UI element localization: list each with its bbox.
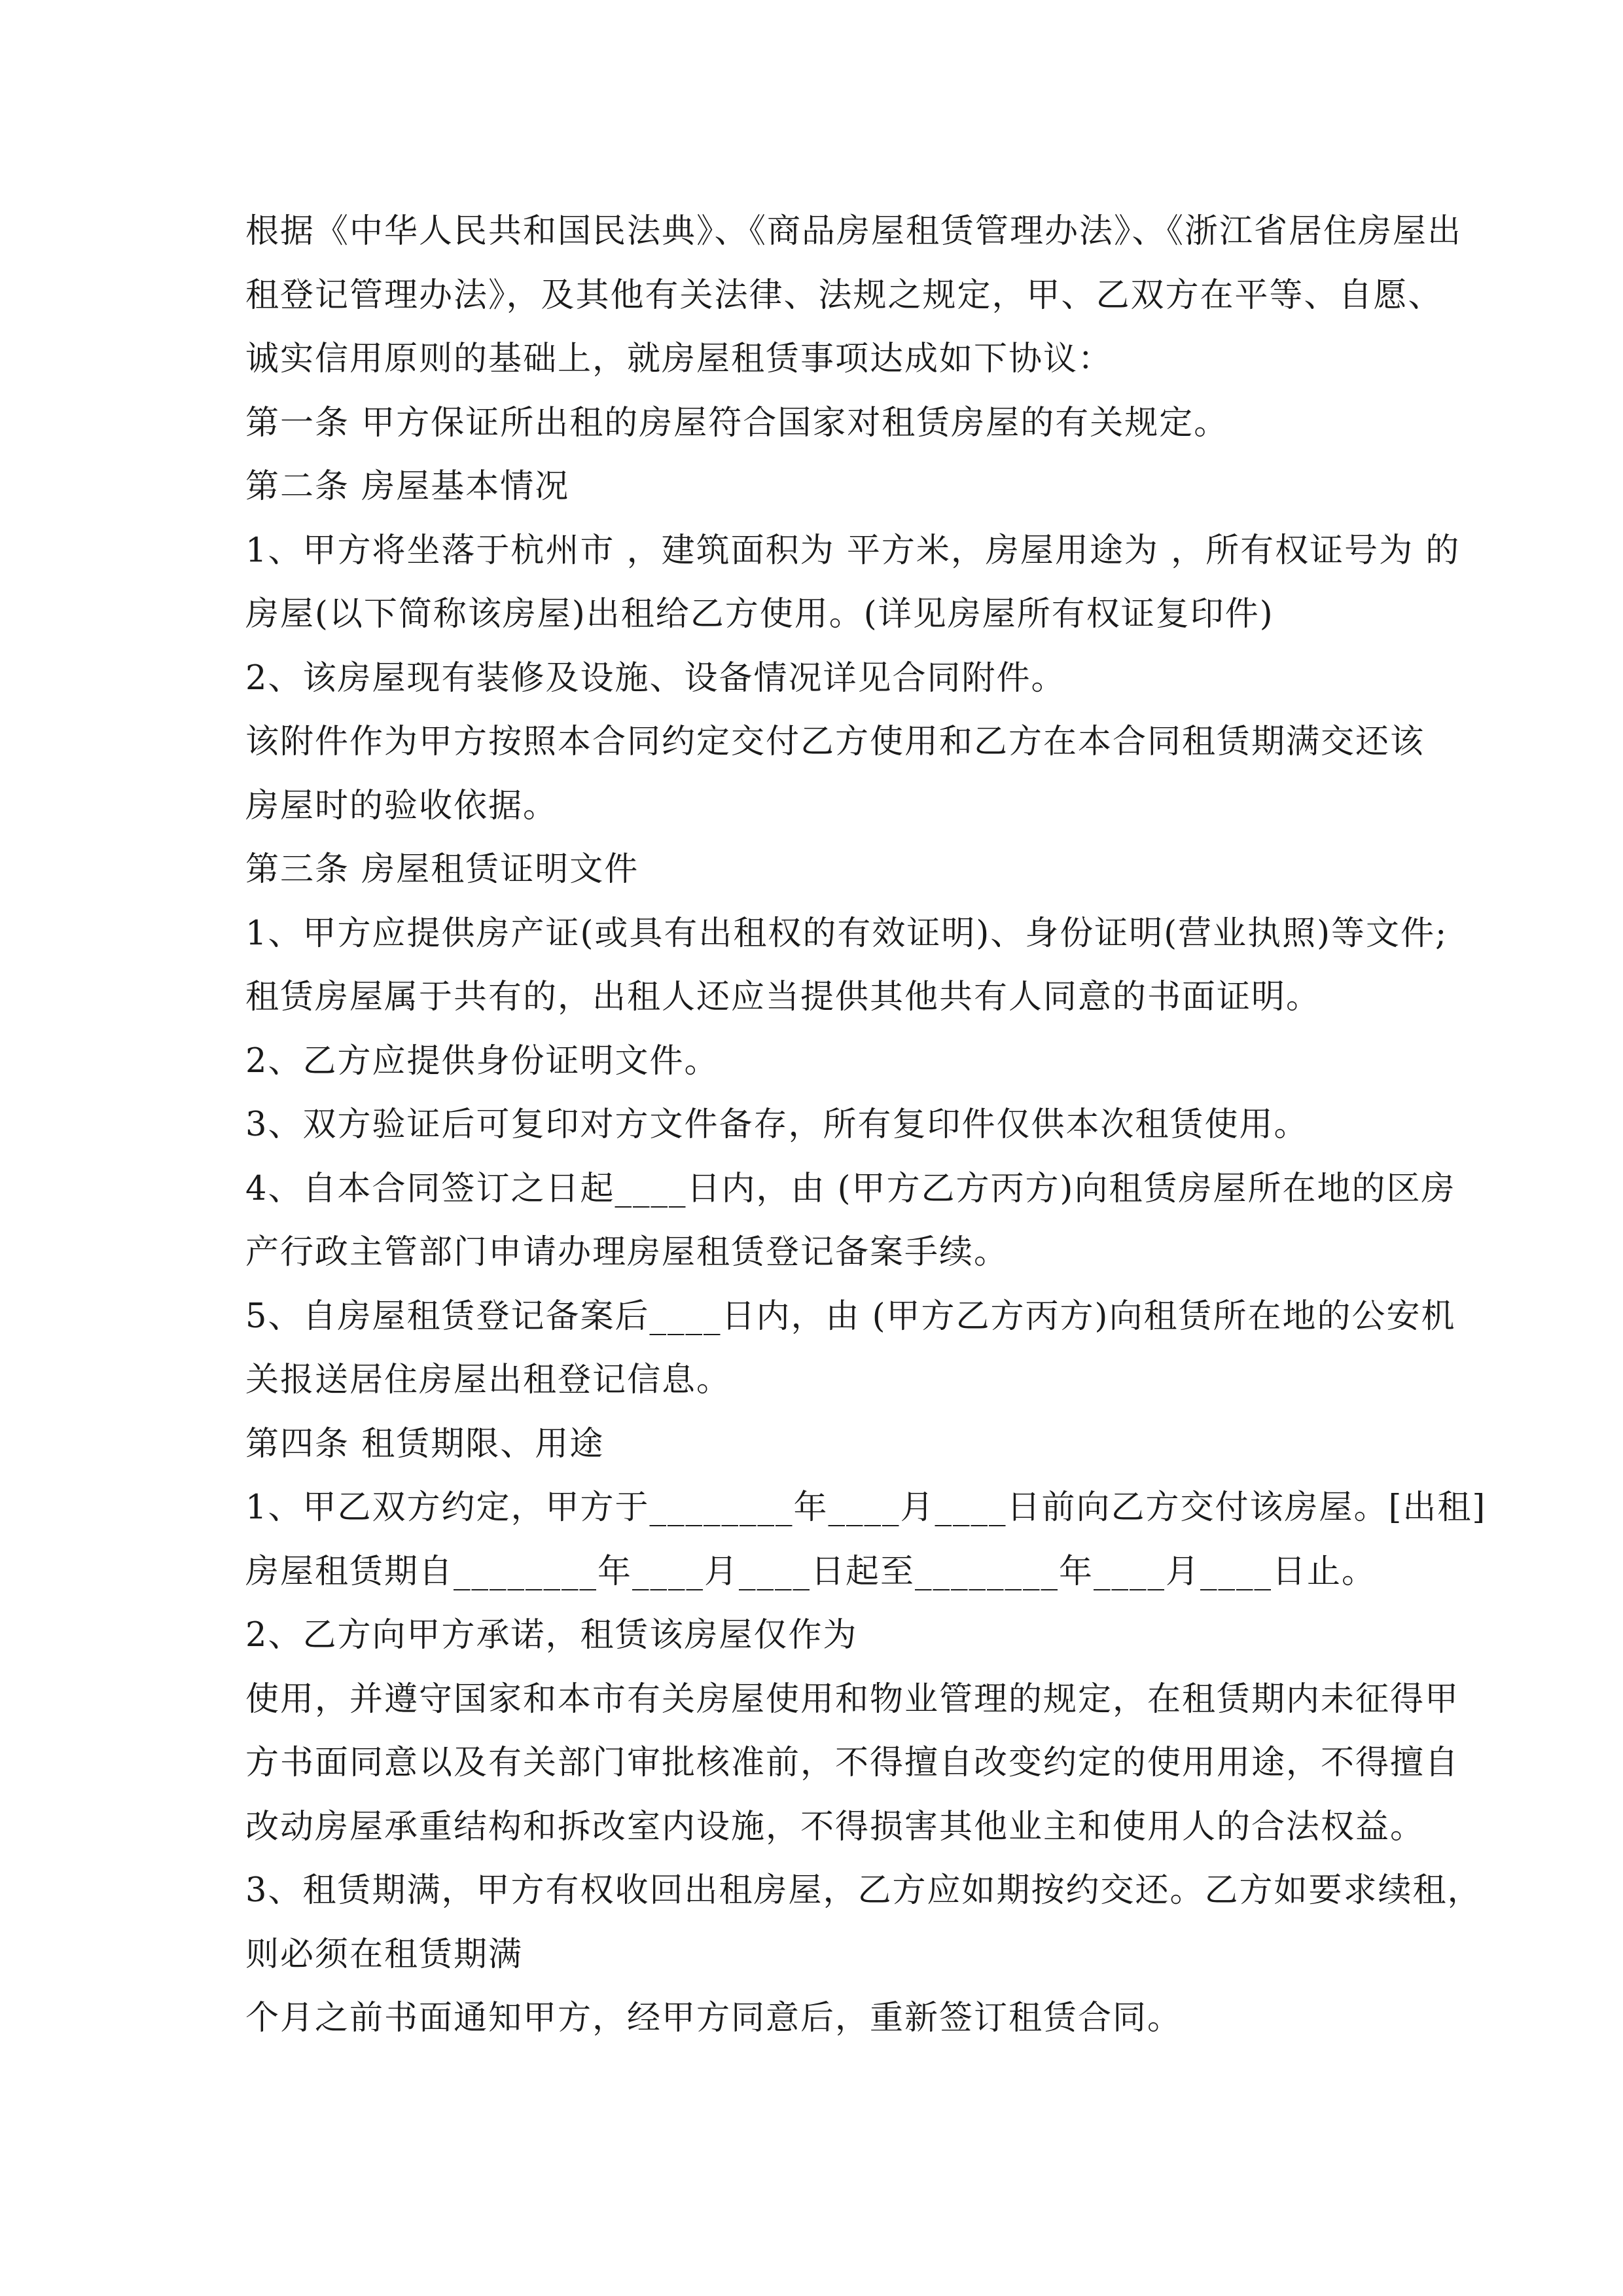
text-line: 方书面同意以及有关部门审批核准前，不得擅自改变约定的使用用途，不得擅自 bbox=[245, 1744, 1460, 1782]
text-line: 1、甲方将坐落于杭州市 ，建筑面积为 平方米，房屋用途为 ，所有权证号为 的 bbox=[245, 531, 1461, 570]
text-line: 根据《中华人民共和国民法典》、《商品房屋租赁管理办法》、《浙江省居住房屋出 bbox=[245, 212, 1463, 251]
text-line: 5、自房屋租赁登记备案后____日内，由 (甲方乙方丙方)向租赁所在地的公安机 bbox=[245, 1297, 1456, 1336]
text-line: 该附件作为甲方按照本合同约定交付乙方使用和乙方在本合同租赁期满交还该 bbox=[245, 723, 1425, 761]
text-line: 3、双方验证后可复印对方文件备存，所有复印件仅供本次租赁使用。 bbox=[245, 1105, 1309, 1144]
text-line: 4、自本合同签订之日起____日内，由 (甲方乙方丙方)向租赁房屋所在地的区房 bbox=[245, 1169, 1456, 1208]
text-line: 诚实信用原则的基础上，就房屋租赁事项达成如下协议： bbox=[245, 340, 1113, 378]
text-line: 使用，并遵守国家和本市有关房屋使用和物业管理的规定，在租赁期内未征得甲 bbox=[245, 1679, 1460, 1719]
text-line: 房屋租赁期自________年____月____日起至________年____月____日止。 bbox=[245, 1552, 1377, 1591]
text-line: 改动房屋承重结构和拆改室内设施，不得损害其他业主和使用人的合法权益。 bbox=[245, 1807, 1425, 1846]
document-body bbox=[245, 200, 1487, 2051]
text-line: 房屋(以下简称该房屋)出租给乙方使用。(详见房屋所有权证复印件) bbox=[245, 595, 1274, 634]
text-line: 3、租赁期满，甲方有权收回出租房屋，乙方应如期按约交还。乙方如要求续租， bbox=[245, 1871, 1482, 1910]
article-heading: 第一条 甲方保证所出租的房屋符合国家对租赁房屋的有关规定。 bbox=[245, 403, 1229, 442]
text-line: 1、甲方应提供房产证(或具有出租权的有效证明)、身份证明(营业执照)等文件; bbox=[245, 914, 1448, 953]
text-line: 租赁房屋属于共有的，出租人还应当提供其他共有人同意的书面证明。 bbox=[245, 978, 1321, 1016]
text-line: 个月之前书面通知甲方，经甲方同意后，重新签订租赁合同。 bbox=[245, 1999, 1183, 2037]
text-line: 1、甲乙双方约定，甲方于________年____月____日前向乙方交付该房屋。[出租] bbox=[245, 1488, 1487, 1527]
text-line: 2、乙方应提供身份证明文件。 bbox=[245, 1041, 719, 1081]
text-line: 则必须在租赁期满 bbox=[245, 1935, 524, 1974]
text-line: 房屋时的验收依据。 bbox=[245, 786, 558, 825]
article-heading: 第三条 房屋租赁证明文件 bbox=[245, 850, 639, 889]
text-line: 产行政主管部门申请办理房屋租赁登记备案手续。 bbox=[245, 1233, 1009, 1272]
text-line: 2、乙方向甲方承诺，租赁该房屋仅作为 bbox=[245, 1616, 858, 1655]
article-heading: 第四条 租赁期限、用途 bbox=[245, 1424, 605, 1463]
text-line: 2、该房屋现有装修及设施、设备情况详见合同附件。 bbox=[245, 658, 1066, 698]
article-heading: 第二条 房屋基本情况 bbox=[245, 467, 570, 506]
text-line: 关报送居住房屋出租登记信息。 bbox=[245, 1361, 732, 1399]
text-line: 租登记管理办法》，及其他有关法律、法规之规定，甲、乙双方在平等、自愿、 bbox=[245, 276, 1443, 315]
